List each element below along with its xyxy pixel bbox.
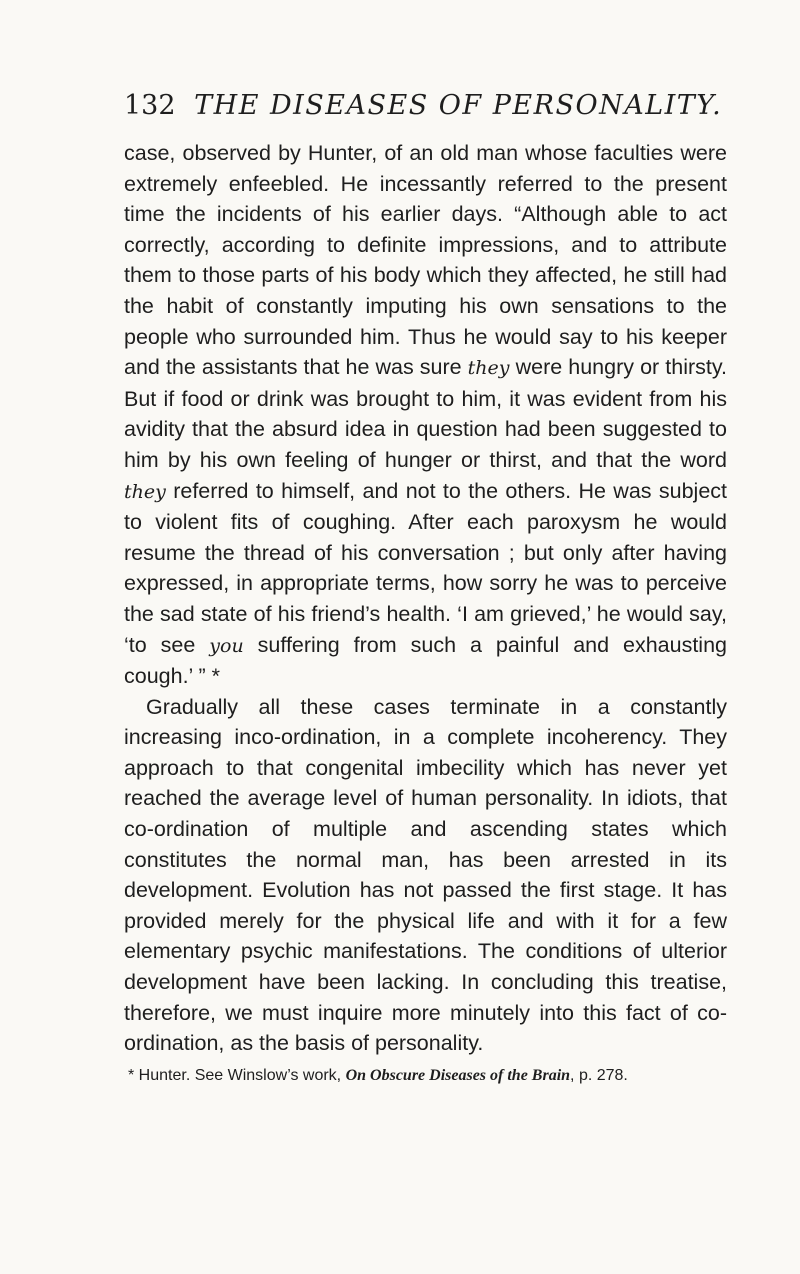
footnote-text: Hunter. See Winslow’s work, — [134, 1066, 346, 1084]
paragraph-conclusion: Gradually all these cases terminate in a constantly increasing inco-ordination, in a complete incoherency. They approach to that congenital imbecility which has never yet reached the average level of human personality. In idiots, that co-ordination of multiple and ascending states which constitutes the normal man, has been arrested in its development. Evolution has not passed the first stage. It has provided merely for the physical life and with it for a few elementary psychic manifestations. The conditions of ulterior development have been lacking. In concluding this treatise, therefore, we must inquire more minutely into this fact of co-ordination, as the basis of personality. — [124, 694, 727, 1056]
page-number: 132 — [124, 90, 176, 121]
paragraph-text: suffering from such a painful and exhausting cough.’ ” * — [124, 632, 728, 689]
footnote-page-ref: , p. 278. — [570, 1066, 628, 1084]
footnote-marker: * — [128, 1066, 135, 1084]
paragraph-continued — [124, 138, 727, 692]
book-page — [124, 86, 727, 1087]
paragraph-text: referred to himself, and not to the others. He was subject to violent fits of coughing. After each paroxysm he would resume the thread of his conversation ; but only after having expressed, in appropriate terms, how sorry he was to perceive the sad state of his friend’s health. ‘I am grieved,’ he would say, ‘to see — [124, 478, 727, 657]
paragraph-text: were hungry or thirsty. But if food or drink was brought to him, it was evident from his avidity that the absurd idea in question had been suggested to him by his own feeling of hunger or thirst, and that the word — [124, 355, 727, 472]
footnote-book-title: On Obscure Diseases of the Brain — [345, 1066, 571, 1084]
running-title: THE DISEASES OF PERSONALITY. — [194, 90, 723, 121]
italic-word: they — [467, 357, 510, 380]
footnote — [124, 1065, 727, 1087]
italic-word: they — [124, 480, 166, 503]
running-head — [124, 86, 727, 126]
paragraph-text: case, observed by Hunter, of an old man whose faculties were extremely enfeebled. He incessantly referred to the present time the incidents of his earlier days. “Although able to act correctly, according to definite impressions, and to attribute them to those parts of his body which they affected, he still had the habit of constantly imputing his own sensations to the people who surrounded him. Thus he would say to his keeper and the assistants that he was sure — [124, 141, 727, 380]
body-text — [124, 138, 727, 1059]
italic-word: you — [209, 634, 244, 657]
